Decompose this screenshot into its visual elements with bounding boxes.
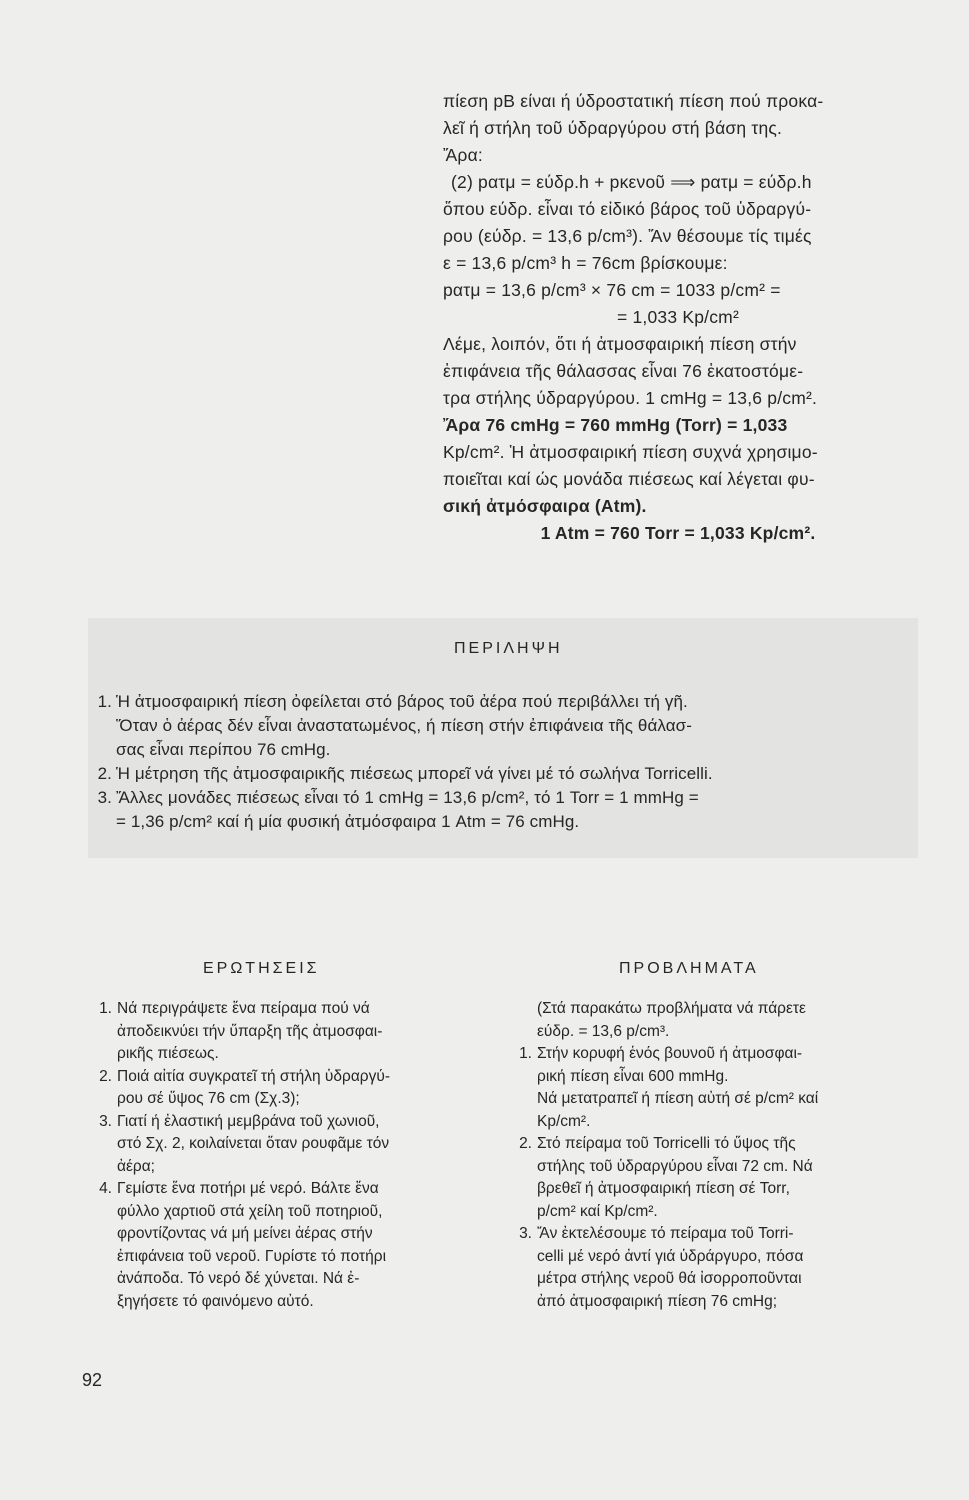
- equation-line: 1 Atm = 760 Torr = 1,033 Kp/cm².: [540, 523, 816, 543]
- item-number: 4.: [99, 1180, 112, 1197]
- text-line: Λέμε, λοιπόν, ὅτι ή ἀτμοσφαιρική πίεση στήν: [443, 334, 797, 354]
- problems-list: [510, 998, 915, 1313]
- item-line: Ἡ μέτρηση τῆς ἀτμοσφαιρικῆς πιέσεως μπορεῖ νά γίνει μέ τό σωλήνα Torricelli.: [116, 764, 713, 783]
- main-text-block: [443, 88, 913, 547]
- item-line: ρική πίεση εἶναι 600 mmHg.: [537, 1067, 729, 1085]
- item-line: Ἄν ἐκτελέσουμε τό πείραμα τοῦ Torri-: [537, 1225, 794, 1242]
- item-line: celli μέ νερό ἀντί γιά ὑδράργυρο, πόσα: [537, 1247, 804, 1265]
- item-number: 2.: [97, 764, 112, 783]
- question-item: [90, 1111, 490, 1179]
- equation-line: (2) pατμ = εύδρ.h + pκενοῦ ⟹ pατμ = εύδρ.h: [451, 172, 812, 192]
- text-line: Ἄρα 76 cmHg = 760 mmHg (Torr) = 1,033: [443, 415, 788, 435]
- intro-line: εύδρ. = 13,6 p/cm³.: [537, 1022, 670, 1040]
- text-line: πίεση pB είναι ή ύδροστατική πίεση πού προκα-: [443, 91, 824, 111]
- item-line: Ἡ ἀτμοσφαιρική πίεση ὀφείλεται στό βάρος τοῦ ἀέρα πού περιβάλλει τή γῆ.: [116, 692, 688, 711]
- item-line: ἀνάποδα. Τό νερό δέ χύνεται. Νά ἐ-: [117, 1270, 360, 1287]
- item-number: 3.: [519, 1225, 532, 1242]
- item-number: 1.: [519, 1045, 532, 1062]
- problem-item: [510, 1043, 915, 1133]
- item-line: Γεμίστε ἕνα ποτήρι μέ νερό. Βάλτε ἕνα: [117, 1180, 379, 1197]
- item-line: Ὅταν ὁ ἀέρας δέν εἶναι ἀναστατωμένος, ή πίεση στήν ἐπιφάνεια τῆς θάλασ-: [116, 716, 693, 735]
- summary-heading: ΠΕΡΙΛΗΨΗ: [454, 640, 563, 657]
- item-line: σας εἶναι περίπου 76 cmHg.: [116, 740, 331, 759]
- item-number: 2.: [99, 1067, 112, 1085]
- text-line: ὅπου εύδρ. εἶναι τό εἰδικό βάρος τοῦ ὑδραργύ-: [443, 199, 812, 219]
- question-item: [90, 1178, 490, 1313]
- item-line: Στήν κορυφή ἑνός βουνοῦ ή ἀτμοσφαι-: [537, 1045, 803, 1062]
- item-line: μέτρα στήλης νεροῦ θά ἰσορροποῦνται: [537, 1270, 802, 1287]
- item-line: Γιατί ή ἐλαστική μεμβράνα τοῦ χωνιοῦ,: [117, 1112, 380, 1130]
- summary-list: [92, 690, 912, 834]
- text-line: τρα στήλης ύδραργύρου. 1 cmHg = 13,6 p/cm².: [443, 388, 818, 408]
- question-item: [90, 1066, 490, 1111]
- questions-heading: ΕΡΩΤΗΣΕΙΣ: [203, 960, 320, 977]
- equation-line: pατμ = 13,6 p/cm³ × 76 cm = 1033 p/cm² =: [443, 280, 781, 300]
- item-line: στό Σχ. 2, κοιλαίνεται ὅταν ρουφᾶμε τόν: [117, 1135, 390, 1152]
- text-line: Kp/cm². Ἡ ἀτμοσφαιρική πίεση συχνά χρησιμο-: [443, 442, 818, 462]
- item-line: ἀποδεικνύει τήν ὕπαρξη τῆς ἀτμοσφαι-: [117, 1022, 383, 1040]
- item-line: Στό πείραμα τοῦ Torricelli τό ὕψος τῆς: [537, 1135, 796, 1152]
- item-number: 3.: [97, 788, 112, 807]
- page-number: 92: [82, 1370, 103, 1390]
- item-line: Ποιά αἰτία συγκρατεῖ τή στήλη ὑδραργύ-: [117, 1067, 390, 1085]
- item-line: βρεθεῖ ή ἀτμοσφαιρική πίεση σέ Torr,: [537, 1180, 790, 1197]
- item-line: Νά μετατραπεῖ ή πίεση αὐτή σέ p/cm² καί: [537, 1090, 819, 1107]
- item-line: Kp/cm².: [537, 1112, 591, 1130]
- item-line: στήλης τοῦ ὑδραργύρου εἶναι 72 cm. Νά: [537, 1157, 813, 1175]
- item-line: p/cm² καί Kp/cm².: [537, 1202, 658, 1220]
- summary-item: [92, 786, 912, 834]
- text-line: ε = 13,6 p/cm³ h = 76cm βρίσκουμε:: [443, 253, 728, 273]
- text-line: ἐπιφάνεια τῆς θάλασσας εἶναι 76 ἑκατοστόμε-: [443, 361, 804, 381]
- text-line: Ἄρα:: [443, 145, 483, 165]
- equation-line: = 1,033 Kp/cm²: [617, 307, 739, 327]
- text-line: λεῖ ή στήλη τοῦ ύδραργύρου στή βάση της.: [443, 118, 783, 138]
- item-line: ἀπό ἀτμοσφαιρική πίεση 76 cmHg;: [537, 1292, 778, 1310]
- problem-item: [510, 1133, 915, 1223]
- summary-item: [92, 762, 912, 786]
- item-number: 1.: [99, 1000, 112, 1017]
- item-line: Ἄλλες μονάδες πιέσεως εἶναι τό 1 cmHg = 13,6 p/cm², τό 1 Torr = 1 mmHg =: [116, 788, 699, 807]
- question-item: [90, 998, 490, 1066]
- item-line: ἐπιφάνεια τοῦ νεροῦ. Γυρίστε τό ποτήρι: [117, 1247, 387, 1265]
- item-line: φύλλο χαρτιοῦ στά χείλη τοῦ ποτηριοῦ,: [117, 1202, 383, 1220]
- text-line: ρου (εύδρ. = 13,6 p/cm³). Ἄν θέσουμε τίς τιμές: [443, 226, 812, 246]
- text-line: ποιεῖται καί ώς μονάδα πιέσεως καί λέγεται φυ-: [443, 469, 815, 489]
- problems-intro: [510, 998, 915, 1043]
- problem-item: [510, 1223, 915, 1313]
- intro-line: (Στά παρακάτω προβλήματα νά πάρετε: [537, 1000, 806, 1017]
- item-line: = 1,36 p/cm² καί ή μία φυσική ἀτμόσφαιρα 1 Atm = 76 cmHg.: [116, 812, 580, 831]
- item-number: 2.: [519, 1135, 532, 1152]
- item-line: ξηγήσετε τό φαινόμενο αὐτό.: [117, 1292, 314, 1310]
- item-number: 1.: [97, 692, 112, 711]
- item-line: ρου σέ ὕψος 76 cm (Σχ.3);: [117, 1090, 300, 1107]
- item-number: 3.: [99, 1112, 112, 1130]
- summary-item: [92, 690, 912, 762]
- item-line: Νά περιγράψετε ἕνα πείραμα πού νά: [117, 1000, 370, 1017]
- questions-list: [90, 998, 490, 1313]
- text-line: σική ἀτμόσφαιρα (Atm).: [443, 496, 647, 516]
- item-line: ἀέρα;: [117, 1157, 155, 1175]
- item-line: φροντίζοντας νά μή μείνει ἀέρας στήν: [117, 1225, 373, 1242]
- problems-heading: ΠΡΟΒΛΗΜΑΤΑ: [619, 960, 759, 977]
- item-line: ρικῆς πιέσεως.: [117, 1045, 219, 1062]
